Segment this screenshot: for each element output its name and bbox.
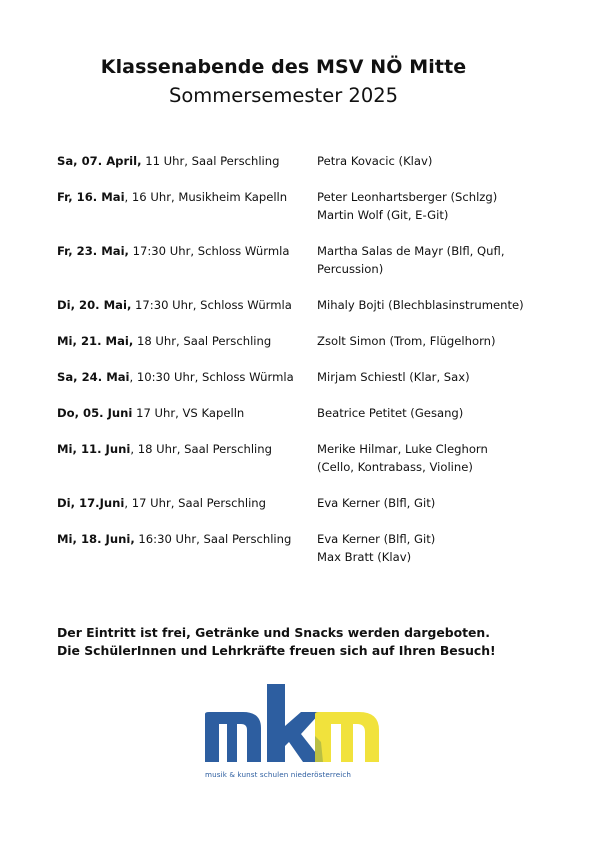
event-performers (317, 530, 567, 566)
event-date: Fr, 16. Mai (57, 190, 125, 204)
event-row (57, 368, 567, 386)
event-row (57, 494, 567, 512)
event-row (57, 296, 567, 314)
event-row (57, 332, 567, 350)
event-time-location: 17:30 Uhr, Schloss Würmla (131, 298, 292, 312)
event-when (57, 494, 317, 512)
event-when (57, 296, 317, 314)
performer-line: Eva Kerner (Blfl, Git) (317, 532, 436, 546)
performer-line: Zsolt Simon (Trom, Flügelhorn) (317, 334, 496, 348)
performer-line: Peter Leonhartsberger (Schlzg) (317, 190, 498, 204)
performer-line: Mihaly Bojti (Blechblasinstrumente) (317, 298, 524, 312)
logo-letter-k (267, 684, 323, 762)
footer-note (57, 624, 496, 660)
event-performers (317, 404, 567, 422)
performer-line: Percussion) (317, 262, 384, 276)
event-date: Sa, 07. April, (57, 154, 142, 168)
mkm-logo-mark (205, 682, 385, 768)
event-row (57, 242, 567, 278)
event-performers (317, 188, 567, 224)
event-row (57, 152, 567, 170)
performer-line: Petra Kovacic (Klav) (317, 154, 433, 168)
event-time-location: 16:30 Uhr, Saal Perschling (134, 532, 292, 546)
performer-line: Martin Wolf (Git, E-Git) (317, 208, 449, 222)
event-date: Do, 05. Juni (57, 406, 133, 420)
mkm-logo (205, 682, 385, 782)
event-performers (317, 368, 567, 386)
event-date: Mi, 21. Mai, (57, 334, 134, 348)
performer-line: Martha Salas de Mayr (Blfl, Qufl, (317, 244, 505, 258)
event-performers (317, 152, 567, 170)
event-when (57, 368, 317, 386)
performer-line: Max Bratt (Klav) (317, 550, 412, 564)
event-date: Di, 20. Mai, (57, 298, 132, 312)
performer-line: Beatrice Petitet (Gesang) (317, 406, 464, 420)
event-when (57, 152, 317, 170)
event-performers (317, 332, 567, 350)
event-time-location: 11 Uhr, Saal Perschling (141, 154, 280, 168)
event-date: Mi, 11. Juni (57, 442, 131, 456)
event-performers (317, 242, 567, 278)
event-row (57, 440, 567, 476)
footer-line-1: Der Eintritt ist frei, Getränke und Snacks werden dargeboten. (57, 625, 490, 640)
event-time-location: , 10:30 Uhr, Schloss Würmla (129, 370, 294, 384)
event-when (57, 530, 317, 566)
page-subtitle: Sommersemester 2025 (168, 84, 399, 107)
event-performers (317, 494, 567, 512)
event-time-location: , 16 Uhr, Musikheim Kapelln (124, 190, 288, 204)
event-time-location: 17:30 Uhr, Schloss Würmla (128, 244, 290, 258)
event-date: Sa, 24. Mai (57, 370, 130, 384)
event-time-location: 17 Uhr, VS Kapelln (132, 406, 245, 420)
logo-letter-m-1 (205, 712, 261, 762)
event-time-location: 18 Uhr, Saal Perschling (133, 334, 272, 348)
event-row (57, 530, 567, 566)
event-date: Mi, 18. Juni, (57, 532, 135, 546)
event-when (57, 188, 317, 224)
footer-line-2: Die SchülerInnen und Lehrkräfte freuen sich auf Ihren Besuch! (57, 643, 496, 658)
performer-line: Mirjam Schiestl (Klar, Sax) (317, 370, 470, 384)
logo-caption: musik & kunst schulen niederösterreich (205, 770, 352, 779)
event-date: Fr, 23. Mai, (57, 244, 129, 258)
logo-letter-m-2 (315, 712, 379, 762)
performer-line: (Cello, Kontrabass, Violine) (317, 460, 473, 474)
event-when (57, 242, 317, 278)
performer-line: Merike Hilmar, Luke Cleghorn (317, 442, 488, 456)
event-when (57, 440, 317, 476)
event-row (57, 188, 567, 224)
page-title: Klassenabende des MSV NÖ Mitte (100, 56, 467, 78)
event-row (57, 404, 567, 422)
event-when (57, 332, 317, 350)
event-schedule (57, 152, 567, 584)
event-performers (317, 440, 567, 476)
event-when (57, 404, 317, 422)
event-time-location: , 17 Uhr, Saal Perschling (124, 496, 267, 510)
event-performers (317, 296, 567, 314)
performer-line: Eva Kerner (Blfl, Git) (317, 496, 436, 510)
event-date: Di, 17.Juni (57, 496, 125, 510)
event-time-location: , 18 Uhr, Saal Perschling (130, 442, 272, 456)
